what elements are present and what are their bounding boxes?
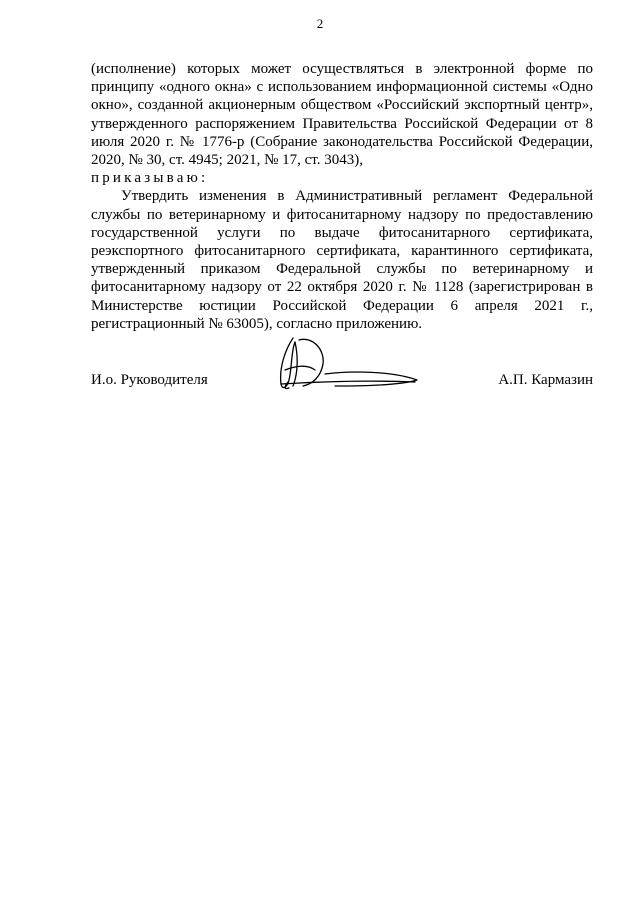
signer-position: И.о. Руководителя	[91, 372, 208, 388]
paragraph-order: Утвердить изменения в Административный регламент Федеральной службы по ветеринарному и фитосанитарному надзору по предоставлению государственной услуги по выдаче фитосанитарного сертификата, реэкспортного фитосанитарного сертификата, карантинного сертификата, утвержденный приказом Федеральной службы по ветеринарному и фитосанитарному надзору от 22 октября 2020 г. № 1128 (зарегистрирован в Министерстве юстиции Российской Федерации 6 апреля 2021 г., регистрационный № 63005), согласно приложению.	[91, 188, 593, 332]
document-body	[91, 60, 593, 333]
paragraph-basis: (исполнение) которых может осуществляться в электронной форме по принципу «одного окна» с использованием информационной системы «Одно окно», созданной акционерным обществом «Российский экспортный центр», утвержденного распоряжением Правительства Российской Федерации от 8 июля 2020 г. № 1776-р (Собрание законодательства Российской Федерации, 2020, № 30, ст. 4945; 2021, № 17, ст. 3043),	[91, 61, 593, 169]
handwritten-signature	[255, 330, 435, 400]
page-number: 2	[316, 16, 324, 31]
order-word: приказываю:	[91, 170, 209, 187]
signer-name: А.П. Кармазин	[498, 372, 593, 388]
